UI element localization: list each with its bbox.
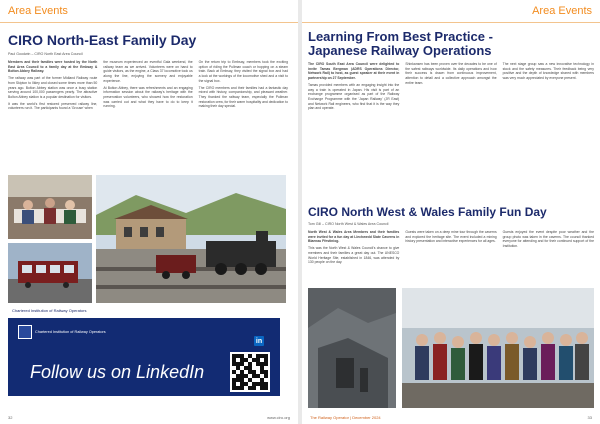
- photo-image: [308, 288, 396, 408]
- ciro-logo: [18, 325, 106, 339]
- linkedin-icon[interactable]: in: [255, 337, 263, 345]
- article-byline: Paul Goodwin – CIRO North East Area Council: [8, 52, 83, 56]
- column-2: [405, 62, 496, 202]
- lead-paragraph: The CIRO South East Area Council were delighted to invite Tamas Bergman (ADRS Operations Director, Network Rail) to host, as guest speaker at their event in partnership on 27 September.: [308, 62, 400, 81]
- column-1: [8, 60, 97, 170]
- logo-strip: [8, 306, 280, 316]
- footer-left: [8, 415, 290, 420]
- paragraph: The next stage group saw a new innovative technology in stock and the safety measures. Their feedback being very positive and the depth of knowledge shared with members was very much appreciated by everyone present.: [502, 62, 594, 81]
- paragraph: On the return trip to Embsay, members took the exciting option of riding the Pullman coach or hopping on a steam train. Back at Embsay, they visited the signal box and had a look at the workings of the locomotive shed and a visit to the signal box.: [198, 60, 288, 83]
- lead-paragraph: Members and their families were hosted by the North East Area Council to a family day at the Embsay & Bolton Abbey Railway.: [8, 60, 98, 74]
- photo-image: [96, 175, 286, 303]
- photo-slate-caverns: [308, 288, 396, 408]
- paragraph: Guests enjoyed the event despite poor weather and the group photo was taken in the caverns. The council thanked everyone for attending and for their continued support of the Institution.: [502, 230, 594, 249]
- linkedin-banner[interactable]: [8, 318, 280, 396]
- photo-image: [402, 288, 594, 408]
- paragraph: This was the North West & Wales Council's chance to give members and their families a great day out. The UNESCO World Heritage Site, established in 1846, was attended by 130 people on the day.: [308, 246, 400, 265]
- section-label: Area Events: [8, 5, 68, 17]
- qr-code-icon[interactable]: [230, 352, 270, 392]
- column-2: [103, 60, 192, 170]
- paragraph: It was the world's first restored preserved railway line, volunteers run it. The participants found a 'Grouse' when: [8, 101, 98, 111]
- paragraph: Shinkansen has been proven over the decades to be one of the safest railways worldwide. Its daily operations and how their success is drawn from continuous improvement, attention to detail and a collective approach amongst the entire team.: [405, 62, 497, 85]
- column-1: [308, 62, 399, 202]
- column-1: [308, 230, 399, 280]
- left-page: [0, 0, 298, 424]
- article-2-byline: Tom Gill – CIRO North West & Wales Area Council: [308, 222, 389, 226]
- title-line-1: Learning From Best Practice -: [308, 29, 493, 44]
- publication-date: December 2024: [352, 415, 381, 420]
- section-label: Area Events: [532, 5, 592, 17]
- publication-name: The Railway Operator: [310, 415, 349, 420]
- article-2-body: [308, 230, 594, 280]
- paragraph: The CIRO members and their families had a fantastic day mixed with history, companionship, and pleasant weather. They thanked the railway team, especially the Pullman restoration crew, for their warm hospitality and dedication to making their day special.: [198, 85, 288, 109]
- section-header-right: [302, 0, 600, 23]
- photo-image: [8, 175, 92, 239]
- article-2-title: CIRO North West & Wales Family Fun Day: [308, 205, 547, 219]
- article-body: [8, 60, 288, 170]
- article-title: CIRO North-East Family Day: [8, 32, 197, 48]
- title-line-2: Japanese Railway Operations: [308, 43, 492, 58]
- footer-right: [310, 415, 592, 420]
- section-header-left: [0, 0, 298, 23]
- column-3: [199, 60, 288, 170]
- logo-caption: Chartered Institution of Railway Operators: [8, 306, 280, 316]
- lead-paragraph: North West & Wales Area Members and their families were invited for a fun day at Llechwedd Slate Caverns in Blaenau Ffestiniog.: [308, 230, 400, 244]
- paragraph: the museum experienced an eventful Gala weekend, the railway team as we arrived. Volunteers were on hand to guide visitors, as the engine, a Class 37 locomotive took us along the line, enjoying the scenery and enjoyable experience.: [103, 60, 193, 83]
- ciro-logo-icon: [18, 325, 32, 339]
- ciro-logo-text: Chartered Institution of Railway Operators: [35, 330, 106, 334]
- column-3: [503, 62, 594, 202]
- column-3: [503, 230, 594, 280]
- photo-image: [8, 243, 92, 303]
- article-title: [308, 30, 493, 58]
- right-page: [302, 0, 600, 424]
- photo-station-steam-train: [96, 175, 286, 303]
- page-number: 33: [587, 415, 592, 420]
- footer-publication: The Railway Operator | December 2024: [310, 415, 381, 420]
- photo-family-table: [8, 175, 92, 239]
- paragraph: At Bolton Abbey, there was refreshments and an engaging information session about the railway's heritage with the preservation volunteers, who showed how the restoration was carried out and what they have to do to keep it running.: [103, 85, 193, 109]
- paragraph: The railway was part of the former Midland Railway route from Skipton to Ilkley and closed some times more than 50 years ago. Bolton Abbey station was once a busy station serving around 100,000 passengers yearly. The attractive Bolton Abbey station is a popular destination for visitors.: [8, 76, 98, 99]
- column-2: [405, 230, 496, 280]
- footer-url[interactable]: www.ciro.org: [267, 415, 290, 420]
- paragraph: Tamas provided members with an engaging insight into the way a train is operated in Japan. His visit is part of an exchange programme organised as part of the Railway Exchange Programme with the 'Japan Railway' (JR East) and Network Rail engineers, who find that it is the way they plan and operate.: [308, 82, 400, 111]
- photo-group-people: [402, 288, 594, 408]
- photo-train-platform: [8, 243, 92, 303]
- page-number: 32: [8, 415, 13, 420]
- article-body: [308, 62, 594, 202]
- linkedin-banner-text[interactable]: Follow us on LinkedIn: [30, 362, 205, 382]
- paragraph: Guests were taken on a deep mine tour through the caverns and explored the heritage site. The event included a mining history presentation and interactive experiences for all ages.: [405, 230, 497, 244]
